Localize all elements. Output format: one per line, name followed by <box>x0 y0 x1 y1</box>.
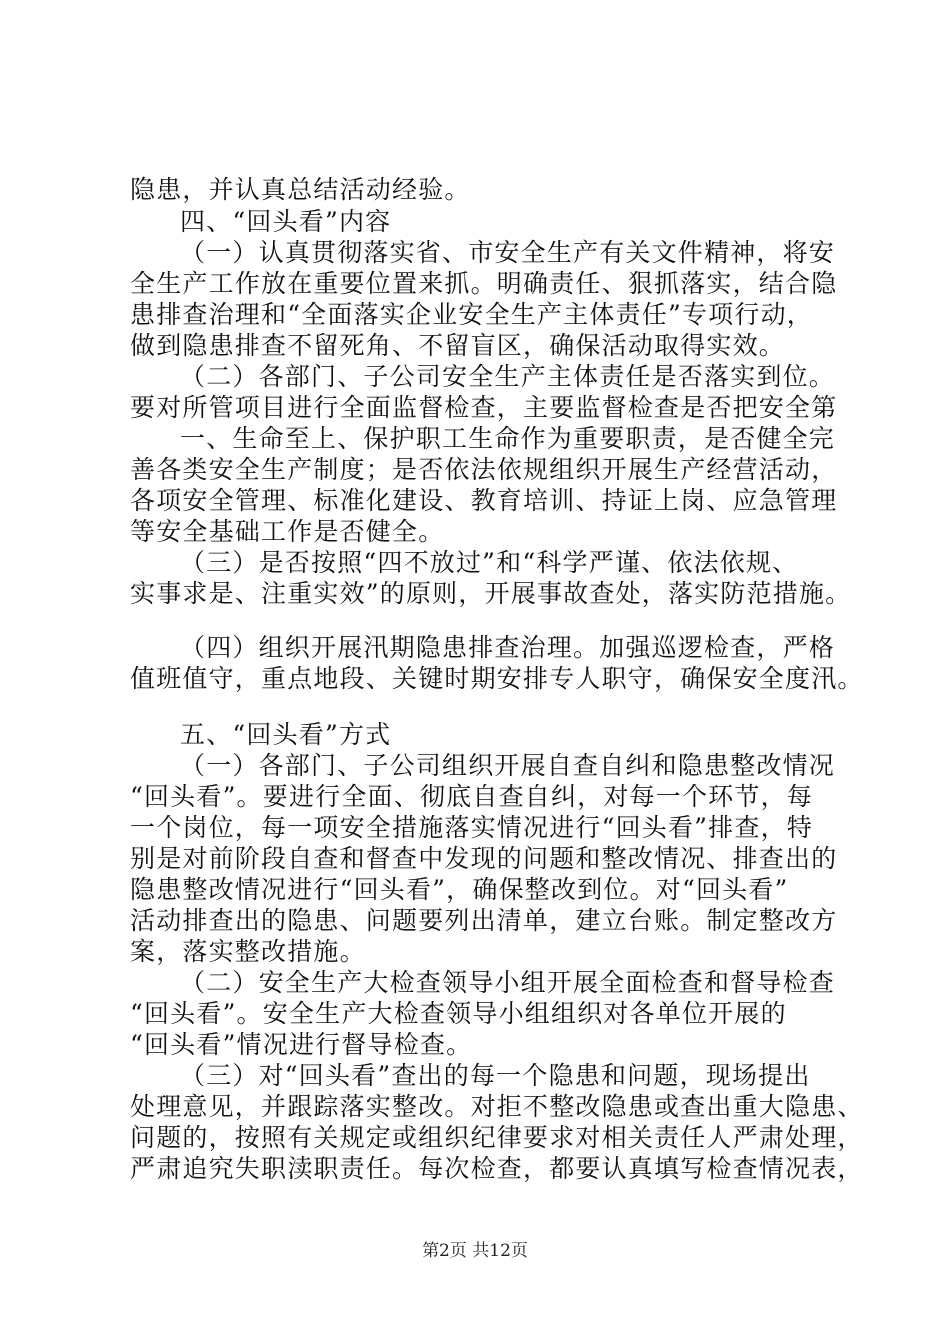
text-line: 患排查治理和“全面落实企业安全生产主体责任”专项行动， <box>130 300 813 329</box>
text-line: 值班值守，重点地段、关键时期安排专人职守，确保安全度汛。 <box>130 664 864 693</box>
text-line: 一、生命至上、保护职工生命作为重要职责，是否健全完 <box>180 424 836 453</box>
text-line: “回头看”。安全生产大检查领导小组组织对各单位开展的 <box>130 999 787 1028</box>
page-footer: 第2页 共12页 <box>422 1241 528 1261</box>
text-line: 一个岗位，每一项安全措施落实情况进行“回头看”排查，特 <box>130 813 813 842</box>
text-line: 隐患整改情况进行“回头看”，确保整改到位。对“回头看” <box>130 875 789 904</box>
text-line: “回头看”情况进行督导检查。 <box>130 1030 473 1059</box>
text-line: 全生产工作放在重要位置来抓。明确责任、狠抓落实，结合隐 <box>130 269 838 298</box>
text-line: （一）认真贯彻落实省、市安全生产有关文件精神，将安 <box>180 238 836 267</box>
text-line: 做到隐患排查不留死角、不留盲区，确保活动取得实效。 <box>130 331 786 360</box>
text-line: （二）安全生产大检查领导小组开展全面检查和督导检查 <box>180 968 836 997</box>
text-line: 活动排查出的隐患、问题要列出清单，建立台账。制定整改方 <box>130 906 838 935</box>
section-heading: 五、“回头看”方式 <box>180 720 392 749</box>
text-line: （四）组织开展汛期隐患排查治理。加强巡逻检查，严格 <box>180 633 836 662</box>
text-line: 别是对前阶段自查和督查中发现的问题和整改情况、排查出的 <box>130 844 838 873</box>
text-line: 案，落实整改措施。 <box>130 937 366 966</box>
section-heading: 四、“回头看”内容 <box>180 207 392 236</box>
text-line: 实事求是、注重实效”的原则，开展事故查处，落实防范措施。 <box>130 579 852 608</box>
text-line: 隐患，并认真总结活动经验。 <box>130 175 471 204</box>
text-line: 各项安全管理、标准化建设、教育培训、持证上岗、应急管理 <box>130 486 838 515</box>
text-line: “回头看”。要进行全面、彻底自查自纠，对每一个环节，每 <box>130 782 813 811</box>
text-line: （二）各部门、子公司安全生产主体责任是否落实到位。 <box>180 362 836 391</box>
text-line: 处理意见，并跟踪落实整改。对拒不整改隐患或查出重大隐患、 <box>130 1092 864 1121</box>
text-line: （一）各部门、子公司组织开展自查自纠和隐患整改情况 <box>180 751 836 780</box>
text-line: 严肃追究失职渎职责任。每次检查，都要认真填写检查情况表， <box>130 1154 864 1183</box>
text-line: 善各类安全生产制度；是否依法依规组织开展生产经营活动， <box>130 455 838 484</box>
text-line: （三）对“回头看”查出的每一个隐患和问题，现场提出 <box>180 1061 811 1090</box>
text-line: 问题的，按照有关规定或组织纪律要求对相关责任人严肃处理， <box>130 1123 864 1152</box>
text-line: 要对所管项目进行全面监督检查，主要监督检查是否把安全第 <box>130 393 838 422</box>
text-line: （三）是否按照“四不放过”和“科学严谨、依法依规、 <box>180 548 799 577</box>
text-line: 等安全基础工作是否健全。 <box>130 517 445 546</box>
